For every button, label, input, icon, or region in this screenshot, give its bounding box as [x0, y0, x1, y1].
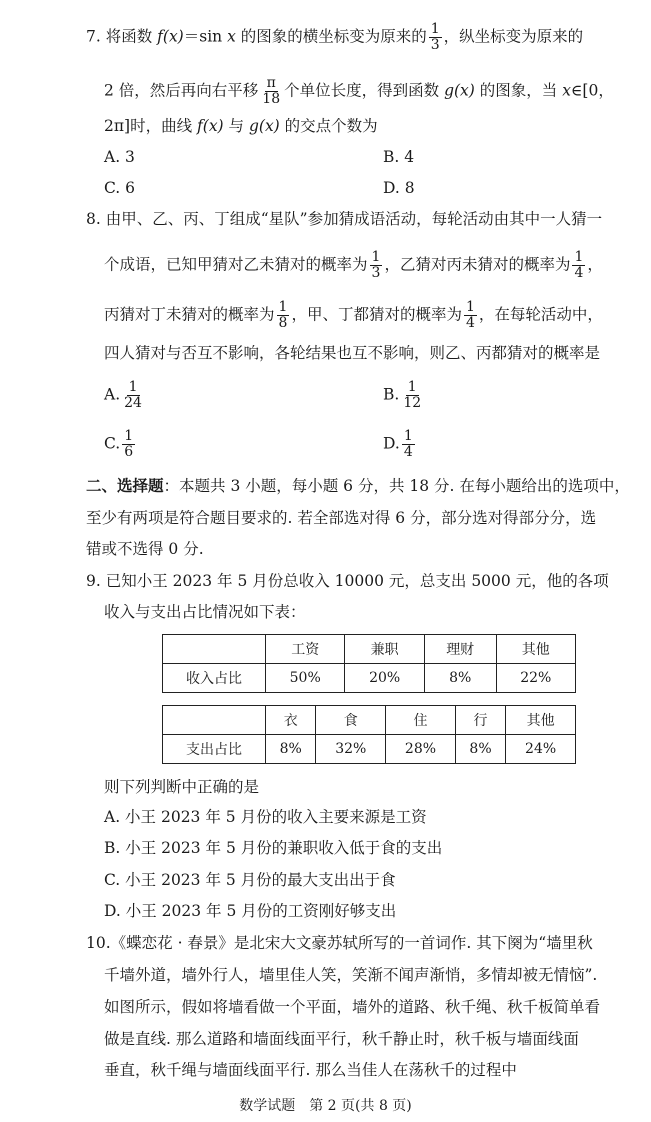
option-fraction — [401, 380, 423, 411]
frac-num: 1 — [407, 379, 417, 395]
q7-option-b[interactable]: B. 4 — [383, 148, 415, 166]
q7-line-3 — [104, 115, 378, 137]
income-table — [162, 634, 576, 693]
frac-den: 3 — [371, 265, 381, 281]
frac-num: 1 — [128, 379, 138, 395]
q8-option-c[interactable] — [104, 429, 137, 460]
table-cell: 20% — [345, 664, 424, 693]
q10-line-4: 做是直线. 那么道路和墙面线面平行，秋千静止时，秋千板与墙面线面 — [104, 1030, 579, 1048]
q7-option-d[interactable]: D. 8 — [383, 179, 415, 197]
q7-text: 的交点个数为 — [279, 117, 378, 135]
q7-line-2 — [104, 76, 614, 107]
q9-option-a[interactable]: A. 小王 2023 年 5 月份的收入主要来源是工资 — [104, 808, 427, 826]
q7-gx: g(x) — [444, 81, 475, 100]
q7-fraction-pi-18 — [260, 76, 282, 107]
frac-num: 1 — [278, 299, 288, 315]
q8-fraction — [572, 250, 585, 281]
table-cell: 22% — [496, 664, 575, 693]
q8-line-4: 四人猜对与否互不影响，各轮结果也互不影响，则乙、丙都猜对的概率是 — [104, 344, 601, 362]
table-row — [163, 664, 576, 693]
q8-fraction — [277, 300, 290, 331]
q7-text: 7. 将函数 — [86, 27, 158, 46]
frac-num: 1 — [574, 249, 584, 265]
q7-gx: g(x) — [248, 117, 280, 135]
frac-den: 8 — [278, 315, 288, 331]
q7-text: 2 倍，然后再向右平移 — [104, 81, 259, 100]
q9-option-b[interactable]: B. 小王 2023 年 5 月份的兼职收入低于食的支出 — [104, 839, 443, 857]
q10-line-1: 10.《蝶恋花 · 春景》是北宋大文豪苏轼所写的一首词作. 其下阕为“墙里秋 — [86, 934, 593, 952]
table-cell: 其他 — [506, 706, 576, 735]
page-footer: 数学试题 第 2 页(共 8 页) — [239, 1098, 412, 1114]
table-cell: 兼职 — [345, 635, 424, 664]
q8-text: ，甲、丁都猜对的概率为 — [291, 305, 462, 324]
q8-text: ， — [587, 255, 603, 274]
table-cell — [163, 706, 266, 735]
q8-fraction — [464, 300, 477, 331]
option-label: C. — [104, 434, 121, 453]
option-label: A. — [104, 385, 121, 404]
option-label: D. — [383, 434, 400, 453]
q7-text: 2π]时，曲线 — [104, 117, 198, 135]
q7-fraction-1-3 — [429, 22, 442, 53]
q7-text: ∈[0， — [570, 81, 614, 100]
q7-option-a[interactable]: A. 3 — [104, 148, 135, 166]
q7-fx: f(x) — [197, 117, 224, 135]
q9-line-1: 9. 已知小王 2023 年 5 月份总收入 10000 元，总支出 5000 元，他的各项 — [86, 572, 609, 590]
frac-den: 12 — [403, 395, 422, 411]
frac-den: 24 — [124, 395, 142, 411]
table-cell: 32% — [316, 735, 386, 764]
frac-num: π — [266, 75, 276, 91]
section-text: ：本题共 3 小题，每小题 6 分，共 18 分. 在每小题给出的选项中， — [163, 477, 630, 495]
table-cell: 食 — [316, 706, 386, 735]
q7-option-c[interactable]: C. 6 — [104, 179, 136, 197]
frac-den: 3 — [430, 37, 440, 53]
q7-x: x — [562, 81, 571, 100]
frac-num: 1 — [430, 21, 440, 37]
frac-den: 4 — [465, 315, 475, 331]
q8-option-d[interactable] — [383, 429, 417, 460]
q7-line-1 — [86, 22, 583, 53]
table-cell: 衣 — [266, 706, 316, 735]
table-cell: 其他 — [496, 635, 575, 664]
option-fraction — [402, 429, 415, 460]
table-row — [163, 735, 576, 764]
table-cell: 24% — [506, 735, 576, 764]
table-cell: 支出占比 — [163, 735, 266, 764]
q8-fraction — [370, 250, 383, 281]
section-2-line-3: 错或不选得 0 分. — [86, 540, 204, 558]
q10-line-2: 千墙外道，墙外行人，墙里佳人笑，笑渐不闻声渐悄，多情却被无情恼”. — [104, 966, 598, 984]
q9-prompt: 则下列判断中正确的是 — [104, 778, 260, 796]
q7-text: ，纵坐标变为原来的 — [443, 27, 584, 46]
table-cell: 收入占比 — [163, 664, 266, 693]
option-fraction — [122, 429, 135, 460]
q10-line-3: 如图所示，假如将墙看做一个平面，墙外的道路、秋千绳、秋千板简单看 — [104, 998, 601, 1016]
q8-text: 个成语，已知甲猜对乙未猜对的概率为 — [104, 255, 368, 274]
section-2-line-2: 至少有两项是符合题目要求的. 若全部选对得 6 分，部分选对得部分分，选 — [86, 509, 597, 527]
q8-text: ，在每轮活动中， — [478, 305, 603, 324]
q8-option-a[interactable] — [104, 380, 146, 411]
q7-text: 的图象的横坐标变为原来的 — [235, 27, 427, 46]
expense-table — [162, 705, 576, 764]
table-cell: 8% — [424, 664, 496, 693]
q8-text: 丙猜对丁未猜对的概率为 — [104, 305, 275, 324]
q8-line-1: 8. 由甲、乙、丙、丁组成“星队”参加猜成语活动，每轮活动由其中一人猜一 — [86, 210, 603, 228]
frac-den: 4 — [403, 444, 413, 460]
table-header-row — [163, 635, 576, 664]
section-title: 二、选择题 — [86, 476, 164, 495]
frac-num: 1 — [371, 249, 381, 265]
q9-option-c[interactable]: C. 小王 2023 年 5 月份的最大支出出于食 — [104, 871, 396, 889]
q8-line-3 — [104, 300, 603, 331]
table-header-row — [163, 706, 576, 735]
option-label: B. — [383, 385, 400, 404]
q7-text: 的图象，当 — [474, 81, 563, 100]
table-cell: 住 — [386, 706, 456, 735]
q7-x: x — [227, 27, 236, 46]
frac-den: 6 — [124, 444, 134, 460]
frac-num: 1 — [124, 428, 134, 444]
frac-den: 4 — [574, 265, 584, 281]
table-cell: 50% — [266, 664, 345, 693]
q7-text: ＝sin — [183, 27, 228, 46]
option-fraction — [122, 380, 144, 411]
frac-den: 18 — [262, 91, 281, 107]
q7-fx: f(x) — [157, 27, 184, 46]
q8-line-2 — [104, 250, 603, 281]
table-cell: 理财 — [424, 635, 496, 664]
q7-text: 与 — [223, 117, 249, 135]
q9-option-d[interactable]: D. 小王 2023 年 5 月份的工资刚好够支出 — [104, 902, 397, 920]
q8-text: ，乙猜对丙未猜对的概率为 — [384, 255, 571, 274]
q8-option-b[interactable] — [383, 380, 425, 411]
frac-num: 1 — [403, 428, 413, 444]
table-cell: 8% — [266, 735, 316, 764]
table-cell: 28% — [386, 735, 456, 764]
frac-num: 1 — [465, 299, 475, 315]
section-2-line-1 — [86, 475, 630, 497]
table-cell: 工资 — [266, 635, 345, 664]
q7-text: 个单位长度，得到函数 — [284, 81, 445, 100]
table-cell: 8% — [455, 735, 505, 764]
q10-line-5: 垂直，秋千绳与墙面线面平行. 那么当佳人在荡秋千的过程中 — [104, 1061, 517, 1079]
q9-line-2: 收入与支出占比情况如下表： — [104, 603, 306, 621]
table-cell — [163, 635, 266, 664]
table-cell: 行 — [455, 706, 505, 735]
